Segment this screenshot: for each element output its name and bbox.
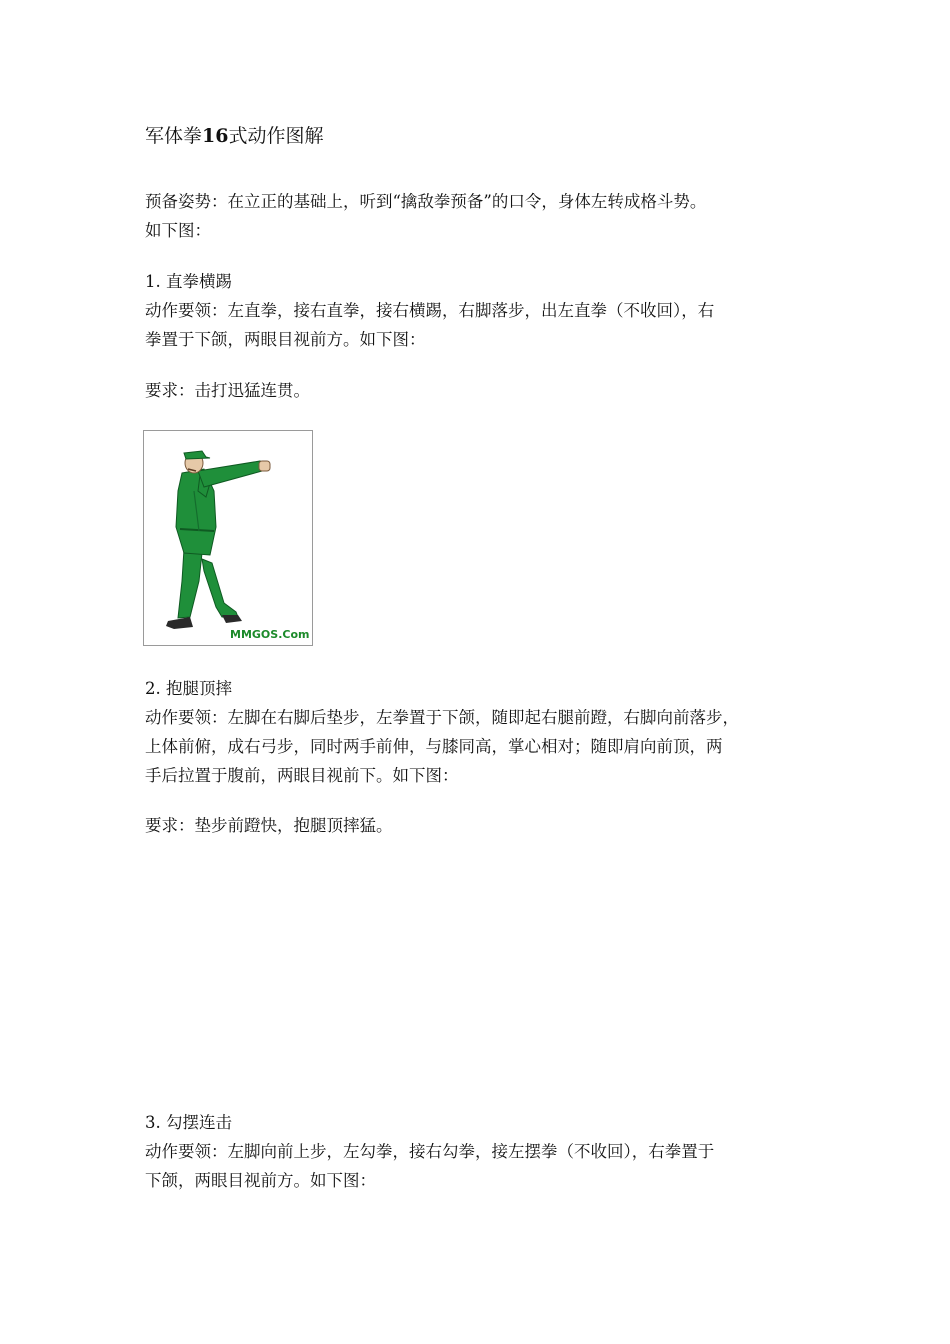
section-1 — [145, 267, 810, 354]
figure-straight-punch — [143, 430, 313, 646]
section-text-line: 动作要领：左直拳，接右直拳，接右横踢，右脚落步，出左直拳（不收回），右 — [145, 301, 715, 320]
section-3 — [145, 1108, 810, 1195]
section-text-line: 下颌，两眼目视前方。如下图： — [145, 1171, 376, 1190]
section-text-line: 手后拉置于腹前，两眼目视前下。如下图： — [145, 766, 459, 785]
figure-watermark: MMGOS.Com — [230, 628, 310, 641]
section-heading: 3. 勾摆连击 — [145, 1113, 232, 1132]
section-2-requirement: 要求：垫步前蹬快，抱腿顶摔猛。 — [145, 816, 393, 835]
page-title — [145, 122, 323, 150]
intro-line: 预备姿势：在立正的基础上，听到“擒敌拳预备”的口令，身体左转成格斗势。 — [145, 192, 707, 211]
section-text-line: 动作要领：左脚在右脚后垫步，左拳置于下颌，随即起右腿前蹬，右脚向前落步， — [145, 708, 739, 727]
section-1-requirement: 要求：击打迅猛连贯。 — [145, 381, 310, 400]
section-text-line: 动作要领：左脚向前上步，左勾拳，接右勾拳，接左摆拳（不收回），右拳置于 — [145, 1142, 715, 1161]
title-number: 16 — [202, 125, 229, 147]
section-text-line: 上体前俯，成右弓步，同时两手前伸，与膝同高，掌心相对；随即肩向前顶，两 — [145, 737, 723, 756]
title-suffix: 式动作图解 — [228, 125, 324, 147]
title-prefix: 军体拳 — [145, 125, 203, 147]
intro-line: 如下图： — [145, 221, 211, 240]
section-text-line: 拳置于下颌，两眼目视前方。如下图： — [145, 330, 426, 349]
soldier-punching-illustration — [144, 431, 312, 645]
section-2 — [145, 674, 810, 790]
section-heading: 1. 直拳横踢 — [145, 272, 232, 291]
section-heading: 2. 抱腿顶摔 — [145, 679, 232, 698]
intro-paragraph — [145, 187, 810, 245]
